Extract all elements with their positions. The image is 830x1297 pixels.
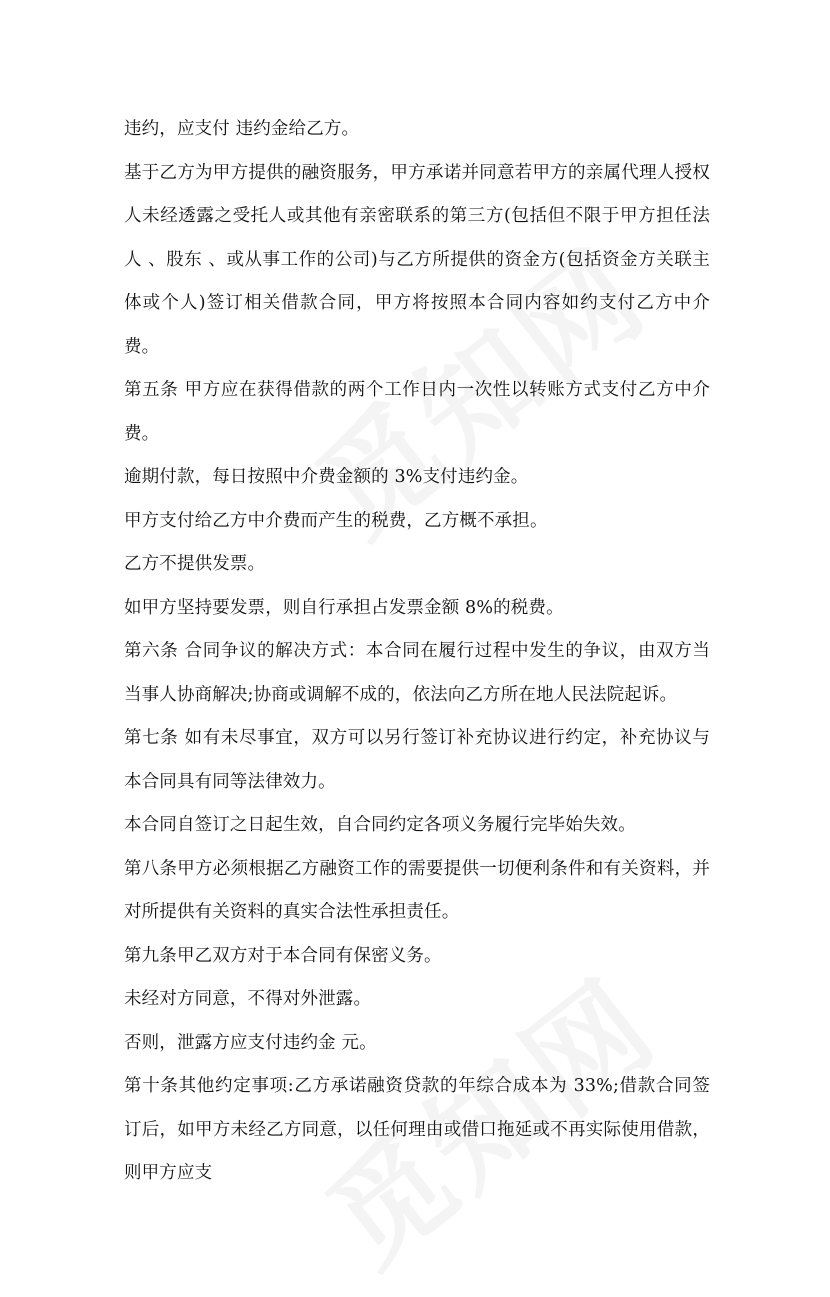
paragraph-tax-responsibility: 甲方支付给乙方中介费而产生的税费，乙方概不承担。 xyxy=(124,510,548,531)
paragraph-financing-service-commitment: 基于乙方为甲方提供的融资服务，甲方承诺并同意若甲方的亲属代理人授权人未经透露之受托人或其他有亲密联系的第三方(包括但不限于甲方担任法人 、股东 、或从事工作的公司)与乙方所提供的资金方(包括资金方关联主体或个人)签订相关借款合同，甲方将按照本合同内容如约支付乙方中介费。 xyxy=(124,162,710,357)
paragraph-article-8: 第八条甲方必须根据乙方融资工作的需要提供一切便利条件和有关资料，并对所提供有关资料的真实合法性承担责任。 xyxy=(124,858,710,922)
paragraph-no-invoice: 乙方不提供发票。 xyxy=(124,554,266,574)
document-body xyxy=(124,108,710,1196)
paragraph-effective-date: 本合同自签订之日起生效，自合同约定各项义务履行完毕始失效。 xyxy=(124,815,636,835)
paragraph-article-9: 第九条甲乙双方对于本合同有保密义务。 xyxy=(124,945,442,966)
paragraph-article-6: 第六条 合同争议的解决方式：本合同在履行过程中发生的争议，由双方当当事人协商解决;协商或调解不成的，依法向乙方所在地人民法院起诉。 xyxy=(124,641,710,705)
paragraph-overdue-payment: 逾期付款，每日按照中介费金额的 3%支付违约金。 xyxy=(124,467,529,487)
paragraph-article-5: 第五条 甲方应在获得借款的两个工作日内一次性以转账方式支付乙方中介费。 xyxy=(124,380,710,444)
paragraph-disclosure-penalty: 否则，泄露方应支付违约金 元。 xyxy=(124,1032,377,1053)
paragraph-no-disclosure: 未经对方同意，不得对外泄露。 xyxy=(124,989,372,1009)
paragraph-invoice-tax: 如甲方坚持要发票，则自行承担占发票金额 8%的税费。 xyxy=(124,597,564,618)
paragraph-penalty-payment: 违约，应支付 违约金给乙方。 xyxy=(124,119,360,139)
paragraph-article-7: 第七条 如有未尽事宜，双方可以另行签订补充协议进行约定，补充协议与本合同具有同等法律效力。 xyxy=(124,728,710,792)
paragraph-article-10: 第十条其他约定事项:乙方承诺融资贷款的年综合成本为 33%;借款合同签订后，如甲方未经乙方同意，以任何理由或借口拖延或不再实际使用借款，则甲方应支 xyxy=(124,1076,710,1183)
